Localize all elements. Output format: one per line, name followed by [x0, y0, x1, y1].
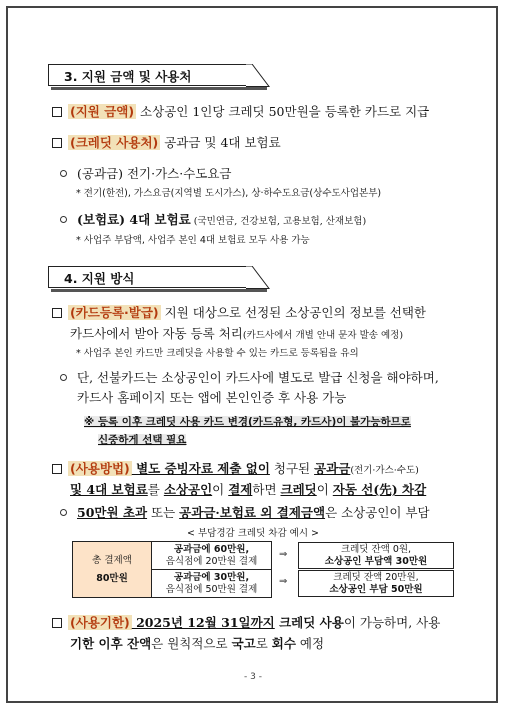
- example-title: < 부담경감 크레딧 차감 예시 >: [187, 528, 319, 539]
- table-row-1-left: 공과금에 60만원, 음식점에 20만원 결제: [152, 541, 272, 570]
- bullet-item: (크레딧 사용처) 공과금 및 4대 보험료: [52, 135, 281, 151]
- checkbox-square-icon: [52, 308, 62, 318]
- bullet-item: (지원 금액) 소상공인 1인당 크레딧 50만원을 등록한 카드로 지급: [52, 104, 429, 120]
- arrow-right-icon: ⇒: [279, 576, 288, 587]
- table-row-2-right: 크레딧 잔액 20만원, 소상공인 부담 50만원: [298, 570, 454, 597]
- checkbox-square-icon: [52, 618, 62, 628]
- bullet-item: (사용방법) 별도 증빙자료 제출 없이 청구된 공과금(전기·가스·수도): [52, 461, 419, 479]
- section-title: 4. 지원 방식: [64, 271, 135, 286]
- example-table: [72, 541, 454, 598]
- bullet-item: (카드등록·발급) 지원 대상으로 선정된 소상공인의 정보를 선택한: [52, 305, 426, 321]
- note: * 전기(한전), 가스요금(지역별 도시가스), 상·하수도요금(상수도사업본부): [76, 188, 382, 199]
- sub-item: (공과금) 전기·가스·수도요금: [60, 166, 232, 182]
- bullet-item-cont: 카드사에서 받아 자동 등록 처리(카드사에서 개별 안내 문자 발송 예정): [70, 326, 404, 341]
- sub-item: 50만원 초과 또는 공과금·보험료 외 결제금액은 소상공인이 부담: [60, 505, 430, 521]
- bullet-item-cont: 및 4대 보험료를 소상공인이 결제하면 크레딧이 자동 선(先) 차감: [70, 482, 427, 497]
- section-header-4: [48, 266, 270, 292]
- note: * 사업주 부담액, 사업주 본인 4대 보험료 모두 사용 가능: [76, 235, 310, 246]
- circle-bullet-icon: [60, 170, 67, 177]
- warning-note: ※ 등록 이후 크레딧 사용 카드 변경(카드유형, 카드사)이 불가능하므로: [84, 416, 411, 428]
- table-row-1-right: 크레딧 잔액 0원, 소상공인 부담액 30만원: [298, 542, 454, 569]
- circle-bullet-icon: [60, 374, 67, 381]
- table-row-2-left: 공과금에 30만원, 음식점에 50만원 결제: [152, 569, 272, 598]
- section-header-3: [48, 64, 270, 90]
- sub-item-cont: 카드사 홈페이지 또는 앱에 본인인증 후 사용 가능: [77, 390, 347, 405]
- arrow-right-icon: ⇒: [279, 549, 288, 560]
- circle-bullet-icon: [60, 509, 67, 516]
- sub-item: (보험료) 4대 보험료 (국민연금, 건강보험, 고용보험, 산재보험): [60, 212, 366, 230]
- section-title: 3. 지원 금액 및 사용처: [64, 69, 192, 84]
- circle-bullet-icon: [60, 216, 67, 223]
- page-number: - 3 -: [244, 672, 262, 682]
- total-cell: 총 결제액 80만원: [72, 541, 152, 598]
- note: * 사업주 본인 카드만 크레딧을 사용할 수 있는 카드로 등록됨을 유의: [76, 348, 359, 359]
- checkbox-square-icon: [52, 107, 62, 117]
- bullet-item-cont: 기한 이후 잔액은 원칙적으로 국고로 회수 예정: [70, 636, 325, 651]
- checkbox-square-icon: [52, 138, 62, 148]
- checkbox-square-icon: [52, 464, 62, 474]
- sub-item: 단, 선불카드는 소상공인이 카드사에 별도로 발급 신청을 해야하며,: [60, 370, 439, 386]
- warning-note-cont: 신중하게 선택 필요: [98, 434, 187, 446]
- bullet-item: (사용기한) 2025년 12월 31일까지 크레딧 사용이 가능하며, 사용: [52, 615, 440, 631]
